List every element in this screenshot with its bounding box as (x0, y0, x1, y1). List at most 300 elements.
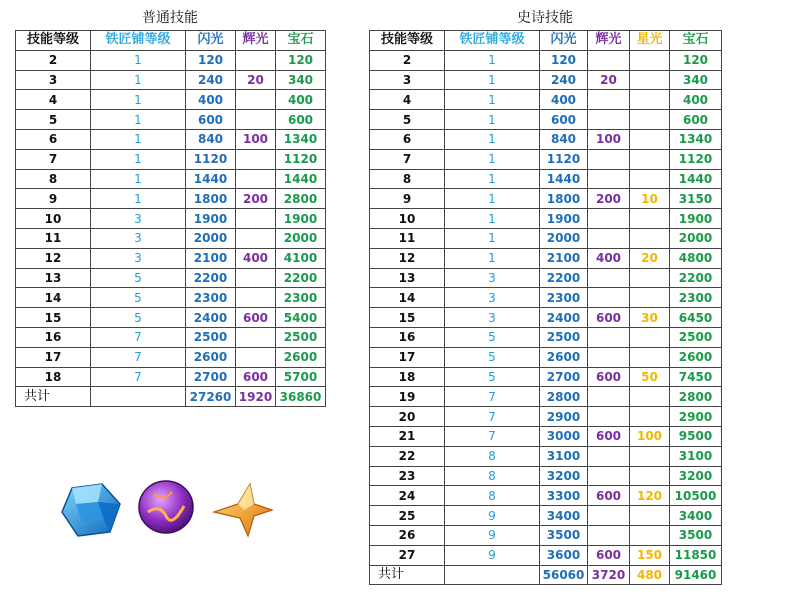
cell-skill-level: 10 (370, 209, 445, 229)
cell-glow (236, 50, 276, 70)
epic-table-title: 史诗技能 (517, 10, 573, 26)
cell-flash: 400 (186, 90, 236, 110)
total-gem: 36860 (276, 387, 326, 407)
cell-gem: 9500 (670, 426, 722, 446)
cell-star (630, 169, 670, 189)
total-smith (91, 387, 186, 407)
cell-glow (588, 149, 630, 169)
cell-smith-level: 7 (445, 426, 540, 446)
cell-glow (588, 228, 630, 248)
cell-smith-level: 7 (91, 347, 186, 367)
table-row (16, 288, 326, 308)
header-skill-level: 技能等级 (16, 31, 91, 51)
cell-gem: 1120 (670, 149, 722, 169)
table-row (370, 387, 722, 407)
cell-gem: 2800 (670, 387, 722, 407)
table-row (16, 50, 326, 70)
blue-crystal-icon (58, 482, 124, 538)
cell-glow (588, 169, 630, 189)
cell-gem: 340 (670, 70, 722, 90)
cell-smith-level: 1 (91, 90, 186, 110)
cell-flash: 2100 (186, 248, 236, 268)
cell-smith-level: 1 (91, 110, 186, 130)
header-flash: 闪光 (186, 31, 236, 51)
table-row (16, 268, 326, 288)
cell-glow: 100 (236, 129, 276, 149)
normal-skill-table (15, 30, 326, 407)
cell-flash: 1900 (540, 209, 588, 229)
cell-glow (236, 110, 276, 130)
cell-glow (588, 209, 630, 229)
cell-skill-level: 6 (370, 129, 445, 149)
cell-flash: 120 (186, 50, 236, 70)
cell-flash: 2700 (186, 367, 236, 387)
cell-flash: 1120 (540, 149, 588, 169)
cell-flash: 1440 (186, 169, 236, 189)
cell-flash: 2200 (540, 268, 588, 288)
table-row (16, 189, 326, 209)
table-row (16, 248, 326, 268)
cell-smith-level: 9 (445, 506, 540, 526)
cell-gem: 600 (670, 110, 722, 130)
cell-skill-level: 3 (370, 70, 445, 90)
cell-flash: 3100 (540, 446, 588, 466)
cell-smith-level: 1 (445, 248, 540, 268)
cell-smith-level: 1 (445, 209, 540, 229)
cell-glow: 600 (588, 367, 630, 387)
cell-flash: 2200 (186, 268, 236, 288)
cell-star: 20 (630, 248, 670, 268)
cell-flash: 840 (186, 129, 236, 149)
cell-glow (588, 347, 630, 367)
table-row (370, 129, 722, 149)
cell-gem: 1440 (670, 169, 722, 189)
total-label: 共计 (16, 387, 91, 407)
cell-skill-level: 2 (370, 50, 445, 70)
cell-skill-level: 5 (370, 110, 445, 130)
cell-skill-level: 9 (16, 189, 91, 209)
table-row (370, 228, 722, 248)
table-row (16, 347, 326, 367)
cell-skill-level: 22 (370, 446, 445, 466)
cell-glow (236, 228, 276, 248)
cell-star: 10 (630, 189, 670, 209)
cell-skill-level: 14 (16, 288, 91, 308)
cell-skill-level: 16 (16, 327, 91, 347)
table-row (370, 149, 722, 169)
cell-skill-level: 5 (16, 110, 91, 130)
cell-smith-level: 9 (445, 525, 540, 545)
cell-star: 100 (630, 426, 670, 446)
cell-gem: 2600 (276, 347, 326, 367)
cell-smith-level: 8 (445, 446, 540, 466)
total-row (370, 565, 722, 585)
cell-smith-level: 1 (445, 149, 540, 169)
cell-flash: 600 (186, 110, 236, 130)
table-row (16, 149, 326, 169)
header-glow: 辉光 (236, 31, 276, 51)
cell-skill-level: 15 (16, 308, 91, 328)
cell-glow (236, 288, 276, 308)
cell-star (630, 466, 670, 486)
cell-skill-level: 24 (370, 486, 445, 506)
cell-smith-level: 1 (445, 110, 540, 130)
cell-gem: 400 (276, 90, 326, 110)
cell-glow (588, 268, 630, 288)
cell-smith-level: 1 (445, 50, 540, 70)
cell-smith-level: 9 (445, 545, 540, 565)
cell-star: 50 (630, 367, 670, 387)
cell-gem: 6450 (670, 308, 722, 328)
table-row (16, 169, 326, 189)
table-row (16, 110, 326, 130)
total-star: 480 (630, 565, 670, 585)
cell-star (630, 90, 670, 110)
cell-glow: 600 (588, 545, 630, 565)
cell-skill-level: 18 (16, 367, 91, 387)
cell-flash: 2500 (186, 327, 236, 347)
cell-gem: 1120 (276, 149, 326, 169)
cell-flash: 2400 (186, 308, 236, 328)
cell-smith-level: 5 (445, 347, 540, 367)
gold-star-icon (210, 482, 274, 538)
table-row (16, 327, 326, 347)
table-row (370, 486, 722, 506)
cell-glow: 400 (236, 248, 276, 268)
cell-gem: 4100 (276, 248, 326, 268)
total-flash: 27260 (186, 387, 236, 407)
cell-glow (588, 50, 630, 70)
cell-gem: 1440 (276, 169, 326, 189)
cell-flash: 3200 (540, 466, 588, 486)
table-row (370, 545, 722, 565)
cell-gem: 2900 (670, 407, 722, 427)
cell-glow (588, 407, 630, 427)
cell-glow: 200 (236, 189, 276, 209)
cell-smith-level: 5 (445, 327, 540, 347)
cell-gem: 2600 (670, 347, 722, 367)
cell-skill-level: 4 (16, 90, 91, 110)
cell-gem: 2500 (670, 327, 722, 347)
cell-star (630, 525, 670, 545)
cell-skill-level: 3 (16, 70, 91, 90)
cell-glow (588, 288, 630, 308)
cell-skill-level: 18 (370, 367, 445, 387)
table-row (370, 308, 722, 328)
cell-glow: 600 (236, 367, 276, 387)
cell-glow: 100 (588, 129, 630, 149)
cell-flash: 1440 (540, 169, 588, 189)
cell-gem: 2000 (670, 228, 722, 248)
cell-gem: 600 (276, 110, 326, 130)
cell-glow: 600 (588, 426, 630, 446)
cell-flash: 3000 (540, 426, 588, 446)
table-row (370, 525, 722, 545)
cell-skill-level: 27 (370, 545, 445, 565)
table-row (370, 110, 722, 130)
cell-star (630, 110, 670, 130)
table-row (370, 327, 722, 347)
cell-star: 150 (630, 545, 670, 565)
total-smith (445, 565, 540, 585)
cell-star (630, 327, 670, 347)
table-row (370, 367, 722, 387)
cell-smith-level: 5 (91, 268, 186, 288)
header-smith-level: 铁匠铺等级 (445, 31, 540, 51)
table-row (370, 248, 722, 268)
total-glow: 1920 (236, 387, 276, 407)
cell-smith-level: 5 (445, 367, 540, 387)
normal-table-title: 普通技能 (142, 10, 198, 26)
cell-smith-level: 1 (91, 50, 186, 70)
cell-flash: 2600 (186, 347, 236, 367)
cell-skill-level: 9 (370, 189, 445, 209)
cell-smith-level: 3 (91, 248, 186, 268)
cell-star (630, 506, 670, 526)
cell-flash: 2300 (186, 288, 236, 308)
cell-flash: 240 (186, 70, 236, 90)
table-row (370, 407, 722, 427)
cell-glow: 200 (588, 189, 630, 209)
table-row (370, 209, 722, 229)
cell-glow: 20 (236, 70, 276, 90)
cell-smith-level: 3 (445, 288, 540, 308)
cell-star (630, 446, 670, 466)
cell-gem: 2200 (670, 268, 722, 288)
cell-smith-level: 7 (91, 327, 186, 347)
table-row (370, 268, 722, 288)
cell-flash: 1900 (186, 209, 236, 229)
cell-skill-level: 2 (16, 50, 91, 70)
cell-glow (588, 525, 630, 545)
total-gem: 91460 (670, 565, 722, 585)
table-row (370, 189, 722, 209)
cell-star (630, 387, 670, 407)
header-star: 星光 (630, 31, 670, 51)
header-skill-level: 技能等级 (370, 31, 445, 51)
cell-gem: 2300 (670, 288, 722, 308)
cell-skill-level: 21 (370, 426, 445, 446)
cell-gem: 1900 (276, 209, 326, 229)
table-row (16, 308, 326, 328)
cell-glow (588, 387, 630, 407)
table-row (370, 50, 722, 70)
cell-flash: 1800 (540, 189, 588, 209)
cell-glow: 600 (236, 308, 276, 328)
cell-gem: 400 (670, 90, 722, 110)
cell-skill-level: 11 (16, 228, 91, 248)
cell-flash: 2000 (186, 228, 236, 248)
cell-smith-level: 7 (445, 387, 540, 407)
cell-gem: 1340 (670, 129, 722, 149)
cell-smith-level: 3 (445, 268, 540, 288)
cell-gem: 2500 (276, 327, 326, 347)
cell-skill-level: 4 (370, 90, 445, 110)
cell-gem: 2200 (276, 268, 326, 288)
cell-skill-level: 13 (370, 268, 445, 288)
header-flash: 闪光 (540, 31, 588, 51)
cell-flash: 600 (540, 110, 588, 130)
cell-glow (236, 327, 276, 347)
cell-skill-level: 17 (370, 347, 445, 367)
table-row (16, 70, 326, 90)
header-gem: 宝石 (276, 31, 326, 51)
table-row (370, 506, 722, 526)
table-row (370, 70, 722, 90)
cell-gem: 2000 (276, 228, 326, 248)
cell-glow (588, 466, 630, 486)
epic-skill-table (369, 30, 722, 585)
table-row (16, 90, 326, 110)
cell-smith-level: 3 (445, 308, 540, 328)
cell-skill-level: 26 (370, 525, 445, 545)
cell-smith-level: 1 (445, 189, 540, 209)
table-row (370, 90, 722, 110)
cell-skill-level: 19 (370, 387, 445, 407)
table-row (370, 426, 722, 446)
cell-flash: 2100 (540, 248, 588, 268)
cell-flash: 240 (540, 70, 588, 90)
cell-glow: 600 (588, 308, 630, 328)
cell-skill-level: 7 (370, 149, 445, 169)
table-row (370, 169, 722, 189)
cell-flash: 3600 (540, 545, 588, 565)
cell-flash: 1120 (186, 149, 236, 169)
cell-gem: 1340 (276, 129, 326, 149)
cell-skill-level: 25 (370, 506, 445, 526)
cell-gem: 10500 (670, 486, 722, 506)
cell-star (630, 70, 670, 90)
cell-smith-level: 1 (91, 149, 186, 169)
table-row (370, 288, 722, 308)
table-row (370, 446, 722, 466)
cell-glow (588, 446, 630, 466)
cell-smith-level: 7 (445, 407, 540, 427)
cell-glow (588, 90, 630, 110)
cell-gem: 4800 (670, 248, 722, 268)
cell-gem: 2300 (276, 288, 326, 308)
table-row (370, 347, 722, 367)
cell-gem: 340 (276, 70, 326, 90)
cell-gem: 3500 (670, 525, 722, 545)
cell-star (630, 347, 670, 367)
cell-flash: 2400 (540, 308, 588, 328)
cell-star (630, 268, 670, 288)
cell-flash: 2300 (540, 288, 588, 308)
header-glow: 辉光 (588, 31, 630, 51)
cell-flash: 2900 (540, 407, 588, 427)
cell-smith-level: 1 (445, 228, 540, 248)
cell-glow (588, 327, 630, 347)
cell-smith-level: 5 (91, 288, 186, 308)
cell-skill-level: 15 (370, 308, 445, 328)
cell-flash: 2800 (540, 387, 588, 407)
cell-flash: 2700 (540, 367, 588, 387)
cell-glow: 20 (588, 70, 630, 90)
header-smith-level: 铁匠铺等级 (91, 31, 186, 51)
cell-skill-level: 7 (16, 149, 91, 169)
total-row (16, 387, 326, 407)
cell-flash: 3300 (540, 486, 588, 506)
cell-gem: 3100 (670, 446, 722, 466)
cell-skill-level: 17 (16, 347, 91, 367)
cell-star: 30 (630, 308, 670, 328)
cell-smith-level: 1 (91, 70, 186, 90)
cell-skill-level: 20 (370, 407, 445, 427)
cell-skill-level: 13 (16, 268, 91, 288)
header-gem: 宝石 (670, 31, 722, 51)
cell-star (630, 209, 670, 229)
cell-skill-level: 14 (370, 288, 445, 308)
cell-flash: 1800 (186, 189, 236, 209)
table-row (16, 129, 326, 149)
cell-skill-level: 11 (370, 228, 445, 248)
cell-glow (588, 506, 630, 526)
cell-star (630, 50, 670, 70)
cell-smith-level: 7 (91, 367, 186, 387)
cell-glow (236, 347, 276, 367)
cell-flash: 120 (540, 50, 588, 70)
cell-glow (236, 209, 276, 229)
cell-gem: 3400 (670, 506, 722, 526)
cell-smith-level: 3 (91, 209, 186, 229)
cell-skill-level: 23 (370, 466, 445, 486)
cell-skill-level: 8 (370, 169, 445, 189)
cell-flash: 3400 (540, 506, 588, 526)
cell-smith-level: 1 (91, 189, 186, 209)
cell-gem: 3150 (670, 189, 722, 209)
cell-smith-level: 1 (91, 169, 186, 189)
cell-skill-level: 12 (16, 248, 91, 268)
total-flash: 56060 (540, 565, 588, 585)
cell-gem: 120 (276, 50, 326, 70)
header-row (16, 31, 326, 51)
cell-smith-level: 1 (91, 129, 186, 149)
cell-skill-level: 6 (16, 129, 91, 149)
cell-flash: 3500 (540, 525, 588, 545)
cell-smith-level: 3 (91, 228, 186, 248)
cell-smith-level: 5 (91, 308, 186, 328)
cell-gem: 7450 (670, 367, 722, 387)
cell-star (630, 149, 670, 169)
purple-orb-icon (134, 476, 198, 538)
cell-gem: 3200 (670, 466, 722, 486)
cell-gem: 2800 (276, 189, 326, 209)
cell-skill-level: 12 (370, 248, 445, 268)
cell-glow (236, 149, 276, 169)
cell-glow: 600 (588, 486, 630, 506)
cell-star (630, 129, 670, 149)
cell-glow (236, 169, 276, 189)
cell-flash: 2600 (540, 347, 588, 367)
cell-skill-level: 10 (16, 209, 91, 229)
cell-glow: 400 (588, 248, 630, 268)
cell-smith-level: 1 (445, 90, 540, 110)
cell-glow (236, 268, 276, 288)
cell-flash: 840 (540, 129, 588, 149)
cell-skill-level: 8 (16, 169, 91, 189)
cell-smith-level: 1 (445, 129, 540, 149)
cell-gem: 5700 (276, 367, 326, 387)
cell-smith-level: 8 (445, 486, 540, 506)
table-row (16, 228, 326, 248)
cell-gem: 11850 (670, 545, 722, 565)
cell-glow (588, 110, 630, 130)
cell-smith-level: 1 (445, 169, 540, 189)
cell-star (630, 407, 670, 427)
cell-glow (236, 90, 276, 110)
cell-flash: 400 (540, 90, 588, 110)
